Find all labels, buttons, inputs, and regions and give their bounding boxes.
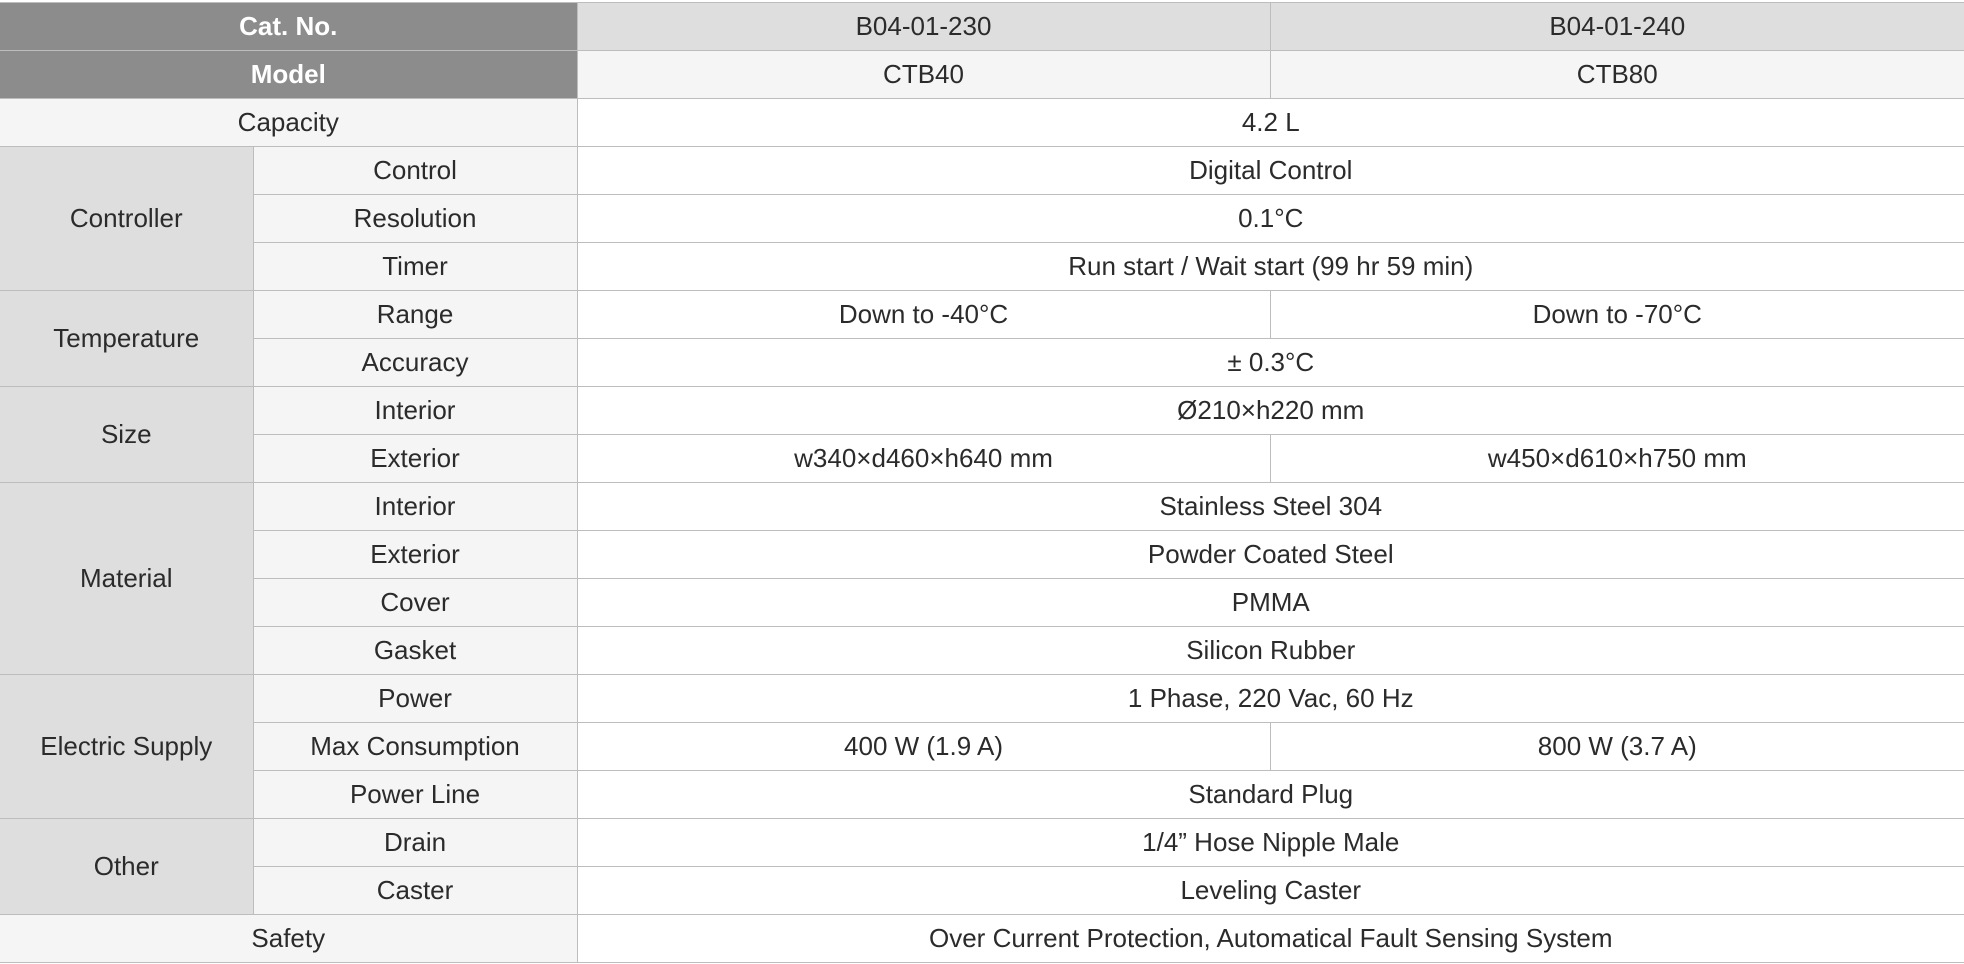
other-caster-row (0, 867, 1964, 915)
controller-resolution-row (0, 195, 1964, 243)
temperature-range-row (0, 291, 1964, 339)
size-exterior-value-1: w340×d460×h640 mm (577, 435, 1270, 483)
gasket-value: Silicon Rubber (577, 627, 1964, 675)
size-exterior-value-2: w450×d610×h750 mm (1270, 435, 1964, 483)
control-value: Digital Control (577, 147, 1964, 195)
other-drain-row (0, 819, 1964, 867)
cat-no-value-2: B04-01-240 (1270, 3, 1964, 51)
accuracy-value: ± 0.3°C (577, 339, 1964, 387)
range-value-1: Down to -40°C (577, 291, 1270, 339)
model-value-1: CTB40 (577, 51, 1270, 99)
model-row (0, 51, 1964, 99)
cat-no-label: Cat. No. (0, 3, 577, 51)
electric-consumption-row (0, 723, 1964, 771)
max-consumption-value-2: 800 W (3.7 A) (1270, 723, 1964, 771)
capacity-label: Capacity (0, 99, 577, 147)
material-exterior-value: Powder Coated Steel (577, 531, 1964, 579)
material-cover-row (0, 579, 1964, 627)
caster-label: Caster (253, 867, 577, 915)
model-value-2: CTB80 (1270, 51, 1964, 99)
drain-value: 1/4” Hose Nipple Male (577, 819, 1964, 867)
caster-value: Leveling Caster (577, 867, 1964, 915)
power-line-label: Power Line (253, 771, 577, 819)
material-exterior-row (0, 531, 1964, 579)
temperature-accuracy-row (0, 339, 1964, 387)
size-group-label: Size (0, 387, 253, 483)
material-gasket-row (0, 627, 1964, 675)
capacity-row (0, 99, 1964, 147)
model-label: Model (0, 51, 577, 99)
controller-group-label: Controller (0, 147, 253, 291)
safety-label: Safety (0, 915, 577, 963)
material-group-label: Material (0, 483, 253, 675)
range-value-2: Down to -70°C (1270, 291, 1964, 339)
power-label: Power (253, 675, 577, 723)
electric-group-label: Electric Supply (0, 675, 253, 819)
size-interior-row (0, 387, 1964, 435)
material-interior-label: Interior (253, 483, 577, 531)
temperature-group-label: Temperature (0, 291, 253, 387)
cover-value: PMMA (577, 579, 1964, 627)
timer-label: Timer (253, 243, 577, 291)
resolution-label: Resolution (253, 195, 577, 243)
electric-power-row (0, 675, 1964, 723)
max-consumption-label: Max Consumption (253, 723, 577, 771)
other-group-label: Other (0, 819, 253, 915)
size-exterior-row (0, 435, 1964, 483)
range-label: Range (253, 291, 577, 339)
resolution-value: 0.1°C (577, 195, 1964, 243)
safety-row (0, 915, 1964, 963)
capacity-value: 4.2 L (577, 99, 1964, 147)
material-exterior-label: Exterior (253, 531, 577, 579)
controller-timer-row (0, 243, 1964, 291)
material-interior-row (0, 483, 1964, 531)
timer-value: Run start / Wait start (99 hr 59 min) (577, 243, 1964, 291)
safety-value: Over Current Protection, Automatical Fault Sensing System (577, 915, 1964, 963)
cover-label: Cover (253, 579, 577, 627)
size-interior-value: Ø210×h220 mm (577, 387, 1964, 435)
spec-table (0, 2, 1964, 963)
max-consumption-value-1: 400 W (1.9 A) (577, 723, 1270, 771)
electric-power-line-row (0, 771, 1964, 819)
gasket-label: Gasket (253, 627, 577, 675)
power-line-value: Standard Plug (577, 771, 1964, 819)
size-interior-label: Interior (253, 387, 577, 435)
controller-control-row (0, 147, 1964, 195)
control-label: Control (253, 147, 577, 195)
size-exterior-label: Exterior (253, 435, 577, 483)
accuracy-label: Accuracy (253, 339, 577, 387)
cat-no-value-1: B04-01-230 (577, 3, 1270, 51)
power-value: 1 Phase, 220 Vac, 60 Hz (577, 675, 1964, 723)
drain-label: Drain (253, 819, 577, 867)
material-interior-value: Stainless Steel 304 (577, 483, 1964, 531)
cat-no-row (0, 3, 1964, 51)
